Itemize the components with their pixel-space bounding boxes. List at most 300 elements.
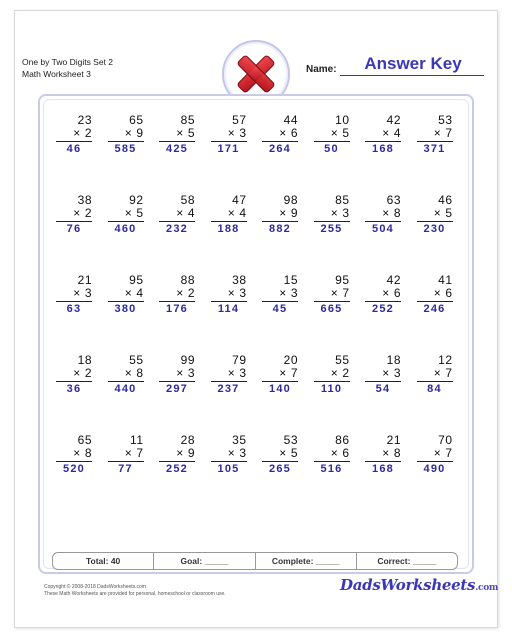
multiply-sign: × (279, 366, 287, 380)
answer: 36 (66, 383, 82, 395)
multiplier-row (262, 447, 298, 462)
multiplier: 8 (393, 446, 401, 460)
multiplier: 2 (342, 366, 350, 380)
problem-box (262, 354, 298, 397)
multiplier-row (56, 447, 92, 462)
multiplier-row (108, 207, 144, 222)
multiplicand: 44 (283, 113, 298, 127)
answer: 232 (166, 223, 188, 235)
multiply-sign: × (330, 366, 339, 380)
multiplier: 6 (445, 286, 453, 300)
problem-item (151, 434, 203, 514)
multiplicand: 42 (386, 273, 401, 287)
multiplier: 2 (84, 366, 92, 380)
problem-box (211, 194, 247, 237)
multiplier-row (417, 367, 453, 382)
multiplier: 5 (290, 446, 298, 460)
answer: 188 (217, 223, 240, 235)
problem-box (314, 354, 350, 397)
multiplier-row (314, 127, 350, 142)
answer: 460 (114, 223, 137, 235)
goal-cell[interactable]: Goal: _____ (154, 553, 255, 569)
multiply-sign: × (227, 286, 236, 300)
multiplier: 7 (445, 446, 453, 460)
problem-item (306, 114, 358, 194)
problems-grid (48, 114, 460, 514)
answer: 46 (66, 143, 82, 155)
multiplier: 7 (342, 286, 350, 300)
multiplicand: 18 (77, 353, 92, 367)
multiplicand: 85 (180, 113, 195, 127)
copyright-line-2: These Math Worksheets are provided for personal, homeschool or classroom use. (44, 591, 226, 597)
problem-item (48, 274, 100, 354)
problem-item (48, 434, 100, 514)
multiplier: 3 (187, 366, 195, 380)
multiplier: 5 (342, 126, 350, 140)
multiplier-row (417, 207, 453, 222)
multiply-sign: × (433, 206, 442, 220)
multiplicand: 35 (232, 433, 247, 447)
problem-item (306, 434, 358, 514)
multiplicand: 63 (386, 193, 401, 207)
problem-box (365, 114, 401, 157)
problem-box (262, 434, 298, 477)
answer: 425 (166, 143, 188, 155)
multiply-sign: × (176, 126, 184, 140)
problem-item (203, 274, 255, 354)
copyright-notice (44, 584, 226, 598)
multiply-sign: × (433, 446, 442, 460)
problem-item (100, 194, 152, 274)
multiply-sign: × (382, 286, 390, 300)
problem-item (254, 434, 306, 514)
multiplier-row (262, 207, 298, 222)
multiplier: 8 (84, 446, 92, 460)
multiplier-row (56, 127, 92, 142)
problem-box (211, 354, 247, 397)
multiplicand: 20 (283, 353, 298, 367)
problem-item (306, 274, 358, 354)
multiplier: 3 (290, 286, 298, 300)
problem-item (254, 114, 306, 194)
multiplier-row (108, 367, 144, 382)
problem-item (151, 274, 203, 354)
problem-box (314, 274, 350, 317)
multiplicand: 12 (438, 353, 453, 367)
complete-cell[interactable]: Complete: _____ (256, 553, 357, 569)
multiplier-row (108, 127, 144, 142)
brand-name: DadsWorksheets (340, 576, 476, 594)
total-cell: Total: 40 (53, 553, 154, 569)
answer: 237 (217, 383, 240, 395)
problem-item (409, 194, 461, 274)
problem-item (254, 354, 306, 434)
multiplicand: 10 (335, 113, 350, 127)
multiply-sign: × (279, 286, 287, 300)
multiplier-row (262, 127, 298, 142)
problem-item (100, 354, 152, 434)
multiplier-row (108, 287, 144, 302)
multiplier-row (314, 287, 350, 302)
problem-item (357, 274, 409, 354)
answer: 77 (118, 463, 133, 475)
problem-box (159, 274, 195, 317)
multiplicand: 86 (335, 433, 350, 447)
multiplier-row (159, 287, 195, 302)
answer: 520 (63, 463, 85, 475)
multiplicand: 88 (180, 273, 195, 287)
problem-item (254, 274, 306, 354)
problem-item (100, 114, 152, 194)
answer: 54 (375, 383, 391, 395)
title-line-1: One by Two Digits Set 2 (22, 57, 114, 67)
multiplier-row (159, 127, 195, 142)
answer-key-title: Answer Key (364, 54, 462, 73)
multiplier-row (314, 207, 350, 222)
multiplicand: 46 (438, 193, 453, 207)
problem-box (365, 194, 401, 237)
multiply-sign: × (73, 286, 81, 300)
multiplier-row (211, 367, 247, 382)
multiply-sign: × (176, 286, 184, 300)
answer: 114 (217, 303, 240, 315)
correct-cell[interactable]: Correct: _____ (377, 556, 437, 566)
answer: 171 (217, 143, 240, 155)
answer: 105 (217, 463, 240, 475)
problem-item (357, 434, 409, 514)
problem-item (409, 274, 461, 354)
name-label: Name: (306, 64, 337, 75)
answer: 140 (269, 383, 291, 395)
multiplier-row (56, 367, 92, 382)
multiplicand: 92 (129, 193, 144, 207)
problem-item (151, 354, 203, 434)
multiplier: 3 (342, 206, 350, 220)
multiplier-row (365, 207, 401, 222)
problem-box (314, 434, 350, 477)
multiply-sign: × (176, 446, 184, 460)
multiplier-row (365, 287, 401, 302)
multiplicand: 23 (77, 113, 92, 127)
problem-item (100, 274, 152, 354)
multiply-sign: × (279, 446, 287, 460)
answer: 380 (114, 303, 137, 315)
brand-logo[interactable] (340, 576, 498, 594)
problem-item (100, 434, 152, 514)
multiplicand: 38 (232, 273, 247, 287)
problem-item (409, 114, 461, 194)
multiplicand: 15 (283, 273, 298, 287)
problem-box (56, 114, 92, 157)
multiplicand: 58 (180, 193, 195, 207)
multiply-sign: × (124, 446, 133, 460)
multiplicand: 70 (438, 433, 453, 447)
multiplier: 7 (290, 366, 298, 380)
multiply-sign: × (124, 366, 133, 380)
answer: 252 (372, 303, 394, 315)
problem-box (417, 114, 453, 157)
answer: 440 (114, 383, 137, 395)
problem-item (48, 354, 100, 434)
multiply-sign: × (73, 366, 81, 380)
red-x-icon (232, 50, 280, 98)
multiplier: 9 (136, 126, 144, 140)
multiply-sign: × (227, 446, 236, 460)
multiplier-row (211, 127, 247, 142)
multiplier-row (365, 127, 401, 142)
problem-box (211, 114, 247, 157)
multiplier: 3 (84, 286, 92, 300)
multiplier-row (262, 367, 298, 382)
multiply-sign: × (382, 366, 390, 380)
multiplier: 2 (84, 206, 92, 220)
multiplier-row (159, 367, 195, 382)
multiplier-row (211, 447, 247, 462)
answer: 371 (423, 143, 446, 155)
multiplicand: 95 (129, 273, 144, 287)
multiplier: 5 (445, 206, 453, 220)
multiplier: 4 (393, 126, 401, 140)
answer: 297 (166, 383, 188, 395)
problem-box (56, 194, 92, 237)
problem-item (203, 434, 255, 514)
problem-box (108, 434, 144, 477)
multiplier: 6 (393, 286, 401, 300)
multiplier: 6 (290, 126, 298, 140)
multiplicand: 57 (232, 113, 247, 127)
multiplier-row (108, 447, 144, 462)
multiplier-row (262, 287, 298, 302)
multiplicand: 79 (232, 353, 247, 367)
problem-box (365, 274, 401, 317)
multiply-sign: × (73, 446, 81, 460)
multiplier: 3 (239, 366, 247, 380)
multiplier-row (159, 447, 195, 462)
problem-box (159, 434, 195, 477)
answer: 490 (423, 463, 446, 475)
multiply-sign: × (73, 126, 81, 140)
problem-box (108, 354, 144, 397)
multiplicand: 98 (283, 193, 298, 207)
multiply-sign: × (279, 206, 287, 220)
multiplier: 3 (393, 366, 401, 380)
multiplier-row (56, 207, 92, 222)
problem-item (357, 114, 409, 194)
multiplier: 3 (239, 286, 247, 300)
problem-box (314, 194, 350, 237)
problem-box (159, 194, 195, 237)
answer: 50 (324, 143, 339, 155)
problem-item (357, 354, 409, 434)
copyright-line-1: Copyright © 2008-2018 DadsWorksheets.com (44, 584, 146, 590)
multiplicand: 53 (438, 113, 453, 127)
multiplier: 8 (393, 206, 401, 220)
multiplier: 9 (290, 206, 298, 220)
multiply-sign: × (227, 206, 236, 220)
problem-box (211, 434, 247, 477)
problem-item (48, 114, 100, 194)
multiply-sign: × (330, 206, 339, 220)
multiplier: 4 (187, 206, 195, 220)
problem-box (417, 194, 453, 237)
multiply-sign: × (227, 366, 236, 380)
answer: 665 (320, 303, 343, 315)
problem-box (56, 274, 92, 317)
problem-box (108, 114, 144, 157)
answer: 516 (320, 463, 343, 475)
answer: 246 (423, 303, 446, 315)
multiplier-row (417, 127, 453, 142)
multiplier-row (417, 287, 453, 302)
multiplier: 6 (342, 446, 350, 460)
multiplicand: 55 (335, 353, 350, 367)
multiply-sign: × (73, 206, 81, 220)
multiplicand: 21 (77, 273, 92, 287)
multiply-sign: × (330, 286, 339, 300)
answer: 176 (166, 303, 188, 315)
multiplicand: 21 (386, 433, 401, 447)
problem-item (203, 114, 255, 194)
title-line-2: Math Worksheet 3 (22, 69, 91, 79)
multiplier: 3 (239, 446, 247, 460)
problem-box (417, 354, 453, 397)
answer: 265 (269, 463, 291, 475)
multiplicand: 85 (335, 193, 350, 207)
multiply-sign: × (279, 126, 287, 140)
problem-box (56, 354, 92, 397)
problem-item (306, 354, 358, 434)
problem-box (314, 114, 350, 157)
multiplicand: 47 (232, 193, 247, 207)
multiplier: 9 (187, 446, 195, 460)
multiplier-row (314, 447, 350, 462)
problem-item (357, 194, 409, 274)
multiplicand: 28 (180, 433, 195, 447)
multiplicand: 41 (438, 273, 453, 287)
problem-box (56, 434, 92, 477)
multiplier: 5 (136, 206, 144, 220)
multiplier: 4 (136, 286, 144, 300)
multiply-sign: × (124, 126, 133, 140)
multiply-sign: × (433, 126, 442, 140)
multiplier: 2 (187, 286, 195, 300)
multiplier: 2 (84, 126, 92, 140)
multiplier: 7 (445, 126, 453, 140)
answer: 252 (166, 463, 188, 475)
problem-box (262, 194, 298, 237)
problem-item (203, 354, 255, 434)
problem-item (409, 434, 461, 514)
multiplicand: 65 (129, 113, 144, 127)
answer: 882 (269, 223, 291, 235)
answer: 585 (114, 143, 137, 155)
problem-box (417, 434, 453, 477)
multiplier: 3 (239, 126, 247, 140)
multiplicand: 99 (180, 353, 195, 367)
answer: 45 (272, 303, 288, 315)
multiplicand: 38 (77, 193, 92, 207)
multiplier: 7 (136, 446, 144, 460)
problem-box (159, 114, 195, 157)
multiplier-row (365, 447, 401, 462)
answer: 168 (372, 143, 394, 155)
multiplier-row (417, 447, 453, 462)
multiplicand: 95 (335, 273, 350, 287)
problem-item (254, 194, 306, 274)
problem-box (108, 274, 144, 317)
multiplicand: 42 (386, 113, 401, 127)
multiply-sign: × (330, 126, 339, 140)
problem-box (159, 354, 195, 397)
multiplicand: 55 (129, 353, 144, 367)
name-underline (340, 75, 484, 76)
multiply-sign: × (124, 206, 133, 220)
multiplier: 7 (445, 366, 453, 380)
answer: 110 (320, 383, 343, 395)
problem-box (262, 114, 298, 157)
name-row (306, 54, 486, 78)
multiply-sign: × (433, 286, 442, 300)
multiplier-row (365, 367, 401, 382)
multiply-sign: × (382, 126, 390, 140)
answer: 255 (320, 223, 343, 235)
score-bar (52, 552, 458, 570)
answer: 504 (372, 223, 394, 235)
multiplicand: 65 (77, 433, 92, 447)
worksheet-title (22, 56, 113, 80)
multiplicand: 18 (386, 353, 401, 367)
problem-box (108, 194, 144, 237)
problem-box (211, 274, 247, 317)
answer: 168 (372, 463, 394, 475)
problem-item (151, 194, 203, 274)
multiplier: 8 (136, 366, 144, 380)
answer: 230 (423, 223, 446, 235)
problem-item (409, 354, 461, 434)
multiplier-row (159, 207, 195, 222)
problem-item (203, 194, 255, 274)
problem-box (417, 274, 453, 317)
multiplicand: 11 (130, 433, 144, 447)
multiplier: 4 (239, 206, 247, 220)
multiply-sign: × (382, 446, 390, 460)
multiply-sign: × (330, 446, 339, 460)
problem-item (48, 194, 100, 274)
answer: 63 (66, 303, 82, 315)
multiplier-row (211, 207, 247, 222)
multiply-sign: × (433, 366, 442, 380)
answer: 84 (427, 383, 442, 395)
multiply-sign: × (176, 366, 184, 380)
answer: 76 (66, 223, 82, 235)
multiplier-row (314, 367, 350, 382)
problem-box (365, 434, 401, 477)
multiply-sign: × (124, 286, 133, 300)
brand-suffix: .com (475, 583, 499, 593)
problem-box (365, 354, 401, 397)
problem-box (262, 274, 298, 317)
multiplicand: 53 (283, 433, 298, 447)
problem-item (306, 194, 358, 274)
multiply-sign: × (382, 206, 390, 220)
multiply-sign: × (176, 206, 184, 220)
answer: 264 (269, 143, 291, 155)
multiplier-row (56, 287, 92, 302)
multiplier-row (211, 287, 247, 302)
multiply-sign: × (227, 126, 236, 140)
multiplier: 5 (187, 126, 195, 140)
problem-item (151, 114, 203, 194)
